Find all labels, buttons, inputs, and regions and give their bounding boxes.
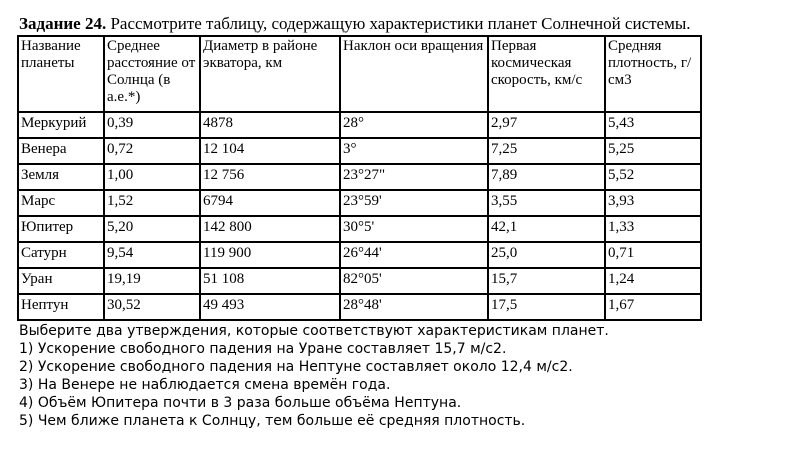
table-header-row xyxy=(18,36,701,112)
cell-planet-name: Нептун xyxy=(18,294,104,320)
cell-distance: 5,20 xyxy=(104,216,200,242)
cell-orbital-velocity: 25,0 xyxy=(488,242,605,268)
cell-density: 5,52 xyxy=(605,164,701,190)
cell-diameter: 142 800 xyxy=(200,216,340,242)
cell-planet-name: Сатурн xyxy=(18,242,104,268)
header-density: Средняя плотность, г/см3 xyxy=(605,36,701,112)
cell-orbital-velocity: 15,7 xyxy=(488,268,605,294)
cell-orbital-velocity: 2,97 xyxy=(488,112,605,138)
cell-diameter: 119 900 xyxy=(200,242,340,268)
cell-axis-tilt: 23°59' xyxy=(340,190,488,216)
cell-planet-name: Уран xyxy=(18,268,104,294)
table-row xyxy=(18,112,701,138)
header-diameter: Диаметр в районе экватора, км xyxy=(200,36,340,112)
header-axis-tilt: Наклон оси вращения xyxy=(340,36,488,112)
cell-distance: 1,00 xyxy=(104,164,200,190)
header-orbital-velocity: Первая космическая скорость, км/с xyxy=(488,36,605,112)
cell-axis-tilt: 26°44' xyxy=(340,242,488,268)
answer-option: 1) Ускорение свободного падения на Уране составляет 15,7 м/с2. xyxy=(19,341,507,357)
cell-distance: 0,39 xyxy=(104,112,200,138)
cell-axis-tilt: 30°5' xyxy=(340,216,488,242)
cell-orbital-velocity: 3,55 xyxy=(488,190,605,216)
cell-orbital-velocity: 17,5 xyxy=(488,294,605,320)
cell-density: 1,33 xyxy=(605,216,701,242)
cell-planet-name: Марс xyxy=(18,190,104,216)
cell-density: 3,93 xyxy=(605,190,701,216)
cell-density: 0,71 xyxy=(605,242,701,268)
cell-orbital-velocity: 42,1 xyxy=(488,216,605,242)
cell-planet-name: Венера xyxy=(18,138,104,164)
cell-axis-tilt: 28°48' xyxy=(340,294,488,320)
header-planet-name: Название планеты xyxy=(18,36,104,112)
cell-density: 1,67 xyxy=(605,294,701,320)
planets-table xyxy=(17,35,702,321)
cell-orbital-velocity: 7,89 xyxy=(488,164,605,190)
answer-option: 5) Чем ближе планета к Солнцу, тем больше её средняя плотность. xyxy=(19,413,526,429)
cell-distance: 30,52 xyxy=(104,294,200,320)
table-row xyxy=(18,216,701,242)
question-block xyxy=(19,322,609,430)
header-distance: Среднее расстояние от Солнца (в а.е.*) xyxy=(104,36,200,112)
answer-option: 4) Объём Юпитера почти в 3 раза больше объёма Нептуна. xyxy=(19,395,462,411)
cell-distance: 1,52 xyxy=(104,190,200,216)
cell-axis-tilt: 28° xyxy=(340,112,488,138)
table-row xyxy=(18,268,701,294)
question-prompt: Выберите два утверждения, которые соответствуют характеристикам планет. xyxy=(19,323,609,339)
cell-diameter: 49 493 xyxy=(200,294,340,320)
cell-diameter: 12 756 xyxy=(200,164,340,190)
cell-distance: 19,19 xyxy=(104,268,200,294)
answer-option: 2) Ускорение свободного падения на Нептуне составляет около 12,4 м/с2. xyxy=(19,359,573,375)
answer-option: 3) На Венере не наблюдается смена времён года. xyxy=(19,377,391,393)
cell-axis-tilt: 3° xyxy=(340,138,488,164)
task-title xyxy=(19,14,691,34)
cell-diameter: 4878 xyxy=(200,112,340,138)
cell-density: 5,25 xyxy=(605,138,701,164)
table-row xyxy=(18,138,701,164)
cell-planet-name: Земля xyxy=(18,164,104,190)
cell-diameter: 12 104 xyxy=(200,138,340,164)
cell-distance: 9,54 xyxy=(104,242,200,268)
table-row xyxy=(18,164,701,190)
cell-axis-tilt: 23°27" xyxy=(340,164,488,190)
cell-planet-name: Меркурий xyxy=(18,112,104,138)
cell-density: 5,43 xyxy=(605,112,701,138)
cell-axis-tilt: 82°05' xyxy=(340,268,488,294)
task-text: Рассмотрите таблицу, содержащую характеристики планет Солнечной системы. xyxy=(110,14,691,33)
cell-orbital-velocity: 7,25 xyxy=(488,138,605,164)
task-label: Задание 24. xyxy=(19,14,107,33)
cell-density: 1,24 xyxy=(605,268,701,294)
cell-diameter: 51 108 xyxy=(200,268,340,294)
table-row xyxy=(18,190,701,216)
cell-distance: 0,72 xyxy=(104,138,200,164)
table-row xyxy=(18,294,701,320)
cell-diameter: 6794 xyxy=(200,190,340,216)
cell-planet-name: Юпитер xyxy=(18,216,104,242)
table-row xyxy=(18,242,701,268)
